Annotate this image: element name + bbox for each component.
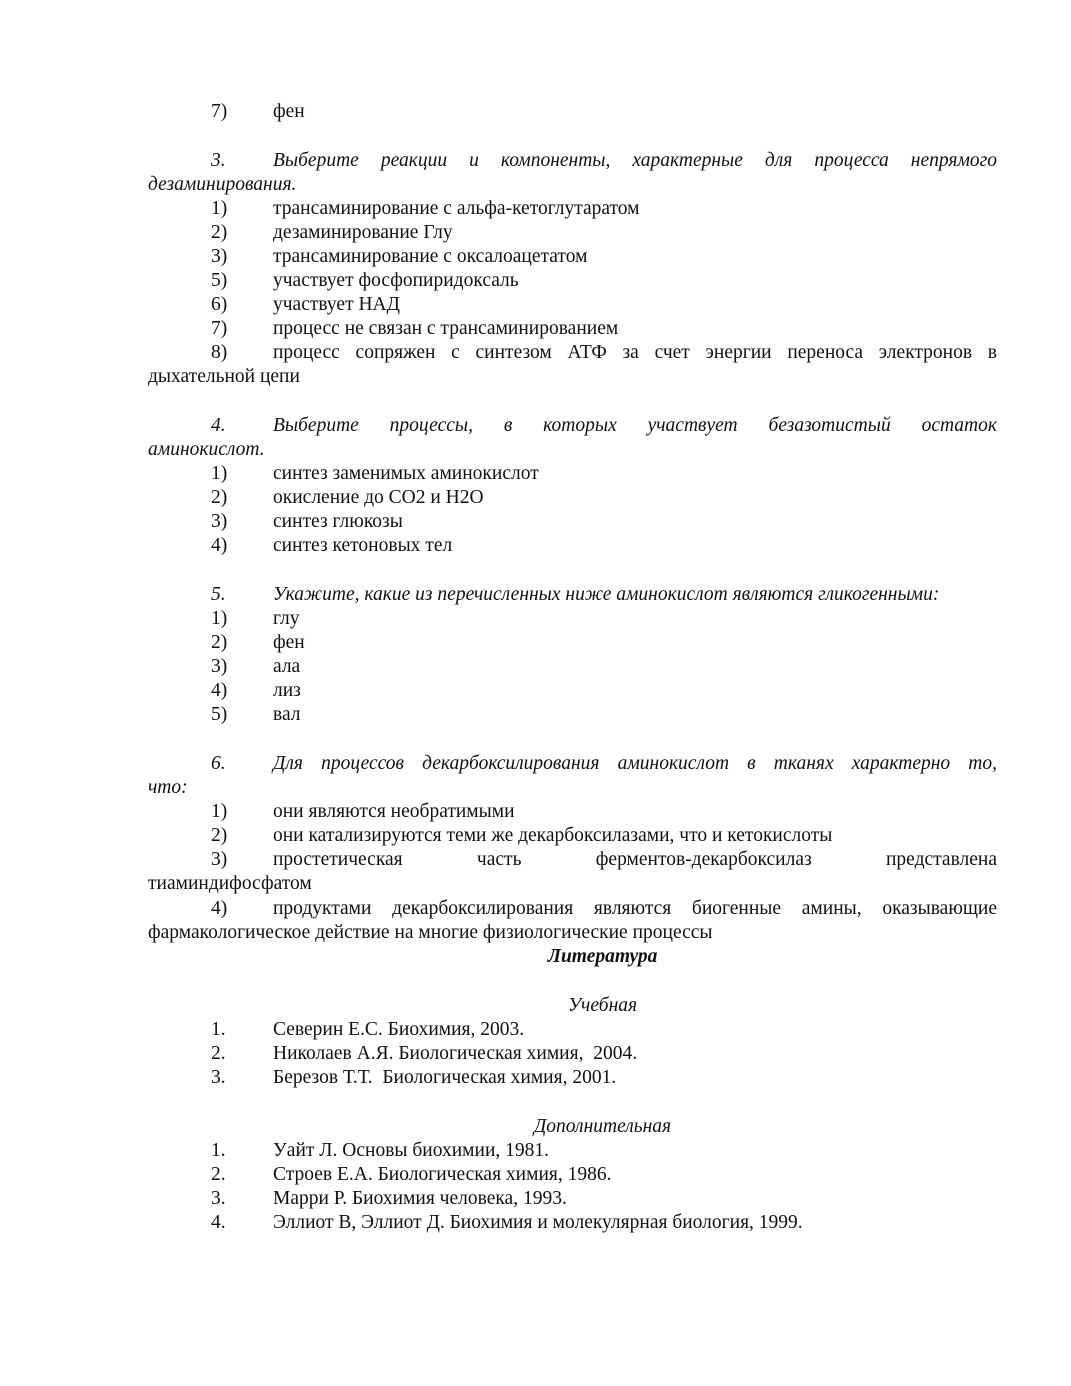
item-number: 8) [211, 342, 228, 363]
item-text: участвует фосфопиридоксаль [273, 270, 519, 291]
list-item [148, 1163, 997, 1187]
item-text-cont: фармакологическое действие на многие физиологические процессы [148, 922, 713, 943]
item-number: 6) [211, 294, 228, 315]
item-text: Березов Т.Т. Биологическая химия, 2001. [273, 1067, 617, 1088]
item-text: Уайт Л. Основы биохимии, 1981. [273, 1140, 550, 1161]
item-number: 1) [211, 198, 228, 219]
item-number: 2) [211, 487, 228, 508]
item-text: Северин Е.С. Биохимия, 2003. [273, 1019, 525, 1040]
question-text-cont: что: [148, 777, 188, 798]
list-item [148, 510, 997, 534]
item-number: 2) [211, 825, 228, 846]
item-number: 2) [211, 222, 228, 243]
item-number: 2. [211, 1043, 226, 1064]
question-4-continuation [148, 438, 997, 462]
item-number: 1) [211, 801, 228, 822]
question-text-cont: аминокислот. [148, 439, 265, 460]
item-text: дезаминирование Глу [273, 222, 453, 243]
list-item [148, 679, 997, 703]
item-text: синтез глюкозы [273, 511, 403, 532]
item-text: Строев Е.А. Биологическая химия, 1986. [273, 1164, 612, 1185]
list-item [148, 824, 997, 848]
item-text: окисление до СО2 и Н2О [273, 487, 484, 508]
list-item-continuation [148, 365, 997, 389]
item-text: вал [273, 704, 301, 725]
list-item [148, 703, 997, 727]
list-item-continuation [148, 872, 997, 896]
list-item [148, 1187, 997, 1211]
literature-heading: Литература [547, 946, 658, 967]
item-text: простетическая часть ферментов-декарбоксилаз представлена [273, 849, 997, 870]
item-text: процесс сопряжен с синтезом АТФ за счет энергии переноса электронов в [273, 342, 997, 363]
item-number: 2. [211, 1164, 226, 1185]
list-item [148, 341, 997, 365]
list-item [148, 462, 997, 486]
item-text: ала [273, 656, 301, 677]
item-text: процесс не связан с трансаминированием [273, 318, 619, 339]
list-item [148, 655, 997, 679]
list-item [148, 631, 997, 655]
item-text: трансаминирование с оксалоацетатом [273, 246, 588, 267]
question-text-cont: дезаминирования. [148, 174, 297, 195]
list-item [148, 221, 997, 245]
list-item [148, 245, 997, 269]
item-number: 7) [211, 101, 228, 122]
list-item [148, 317, 997, 341]
question-3 [148, 149, 997, 173]
question-number: 6. [211, 753, 226, 774]
question-number: 3. [211, 150, 226, 171]
item-number: 3) [211, 656, 228, 677]
item-number: 1. [211, 1019, 226, 1040]
list-item [148, 293, 997, 317]
item-number: 4. [211, 1212, 226, 1233]
question-5 [148, 583, 997, 607]
item-text-cont: тиаминдифосфатом [148, 873, 312, 894]
list-item [148, 269, 997, 293]
item-text: Николаев А.Я. Биологическая химия, 2004. [273, 1043, 638, 1064]
item-number: 4) [211, 898, 228, 919]
item-text: Эллиот В, Эллиот Д. Биохимия и молекулярная биология, 1999. [273, 1212, 803, 1233]
list-item [148, 100, 997, 124]
item-number: 3. [211, 1067, 226, 1088]
list-item [148, 486, 997, 510]
item-number: 5) [211, 704, 228, 725]
question-6-continuation [148, 776, 997, 800]
item-text: они являются необратимыми [273, 801, 515, 822]
question-4 [148, 414, 997, 438]
item-number: 1) [211, 463, 228, 484]
item-number: 7) [211, 318, 228, 339]
item-text-cont: дыхательной цепи [148, 366, 300, 387]
list-item [148, 897, 997, 921]
item-number: 3) [211, 246, 228, 267]
item-text: участвует НАД [273, 294, 400, 315]
list-item [148, 534, 997, 558]
question-number: 5. [211, 584, 226, 605]
list-item [148, 607, 997, 631]
question-6 [148, 752, 997, 776]
item-text: трансаминирование с альфа-кетоглутаратом [273, 198, 640, 219]
extra-literature-heading: Дополнительная [533, 1116, 672, 1137]
question-text: Выберите реакции и компоненты, характерные для процесса непрямого [273, 150, 997, 171]
question-text: Выберите процессы, в которых участвует безазотистый остаток [273, 415, 997, 436]
list-item [148, 1211, 997, 1235]
item-number: 1) [211, 608, 228, 629]
item-number: 2) [211, 632, 228, 653]
item-number: 3. [211, 1188, 226, 1209]
question-text: Укажите, какие из перечисленных ниже аминокислот являются гликогенными: [273, 584, 940, 605]
item-text: глу [273, 608, 300, 629]
item-text: они катализируются теми же декарбоксилазами, что и кетокислоты [273, 825, 833, 846]
list-item [148, 1018, 997, 1042]
question-text: Для процессов декарбоксилирования аминокислот в тканях характерно то, [273, 753, 997, 774]
list-item [148, 197, 997, 221]
item-text: синтез заменимых аминокислот [273, 463, 539, 484]
item-number: 4) [211, 535, 228, 556]
item-number: 3) [211, 849, 228, 870]
list-item [148, 800, 997, 824]
list-item [148, 1139, 997, 1163]
list-item [148, 1042, 997, 1066]
item-text: фен [273, 632, 305, 653]
item-number: 3) [211, 511, 228, 532]
item-text: лиз [273, 680, 301, 701]
item-number: 1. [211, 1140, 226, 1161]
list-item-continuation [148, 921, 997, 945]
item-text: синтез кетоновых тел [273, 535, 453, 556]
list-item [148, 848, 997, 872]
list-item [148, 1066, 997, 1090]
question-3-continuation [148, 173, 997, 197]
item-text: фен [273, 101, 305, 122]
item-number: 4) [211, 680, 228, 701]
item-number: 5) [211, 270, 228, 291]
primary-literature-heading: Учебная [567, 995, 638, 1016]
item-text: продуктами декарбоксилирования являются биогенные амины, оказывающие [273, 898, 997, 919]
item-text: Марри Р. Биохимия человека, 1993. [273, 1188, 567, 1209]
question-number: 4. [211, 415, 226, 436]
